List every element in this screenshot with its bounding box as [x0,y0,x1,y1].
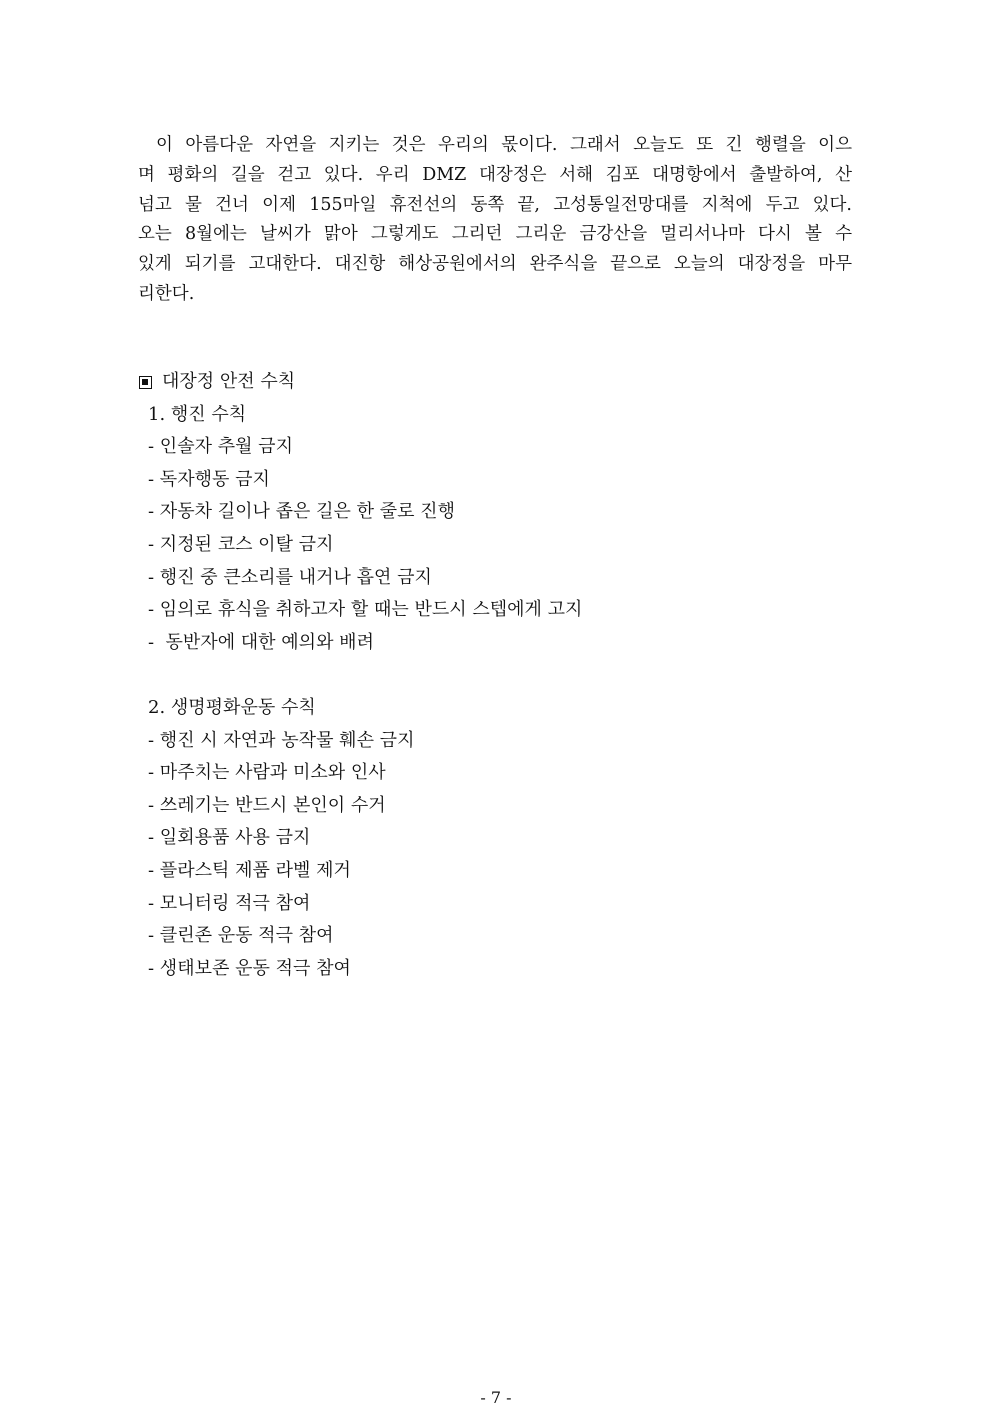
paragraph-line: 며 평화의 길을 걷고 있다. 우리 DMZ 대장정은 서해 김포 대명항에서 출발하여, 산 [138,164,852,185]
list-item: - 인솔자 추월 금지 [148,436,293,458]
list-item: - 마주치는 사람과 미소와 인사 [148,762,386,784]
life-peace-rules-heading: 2. 생명평화운동 수칙 [148,696,316,718]
march-rules-heading: 1. 행진 수칙 [148,403,247,425]
list-item: - 쓰레기는 반드시 본인이 수거 [148,794,386,816]
list-item: - 모니터링 적극 참여 [148,892,311,914]
list-item: - 행진 시 자연과 농작물 훼손 금지 [148,729,415,751]
body-paragraph [138,131,852,310]
list-item: - 생태보존 운동 적극 참여 [148,957,351,979]
spacer [138,659,852,692]
filled-square-bullet-icon [139,376,152,389]
list-item: - 지정된 코스 이탈 금지 [148,533,334,555]
paragraph-line: 넘고 물 건너 이제 155마일 휴전선의 동쪽 끝, 고성통일전망대를 지척에 두고 있다. [138,194,852,215]
list-item: - 클린존 운동 적극 참여 [148,925,334,947]
paragraph-line: 오는 8월에는 날씨가 맑아 그렇게도 그리던 그리운 금강산을 멀리서나마 다시 볼 수 [138,224,852,245]
list-item: - 행진 중 큰소리를 내거나 흡연 금지 [148,566,432,588]
list-item: - 독자행동 금지 [148,468,270,490]
paragraph-line: 이 아름다운 자연을 지키는 것은 우리의 몫이다. 그래서 오늘도 또 긴 행렬을 이으 [156,135,852,155]
paragraph-line: 리한다. [138,283,195,304]
section-heading [138,366,852,399]
section-title: 대장정 안전 수칙 [162,371,296,392]
list-item: - 플라스틱 제품 라벨 제거 [148,859,351,881]
paragraph-line: 있게 되기를 고대한다. 대진항 해상공원에서의 완주식을 끝으로 오늘의 대장정을 마무 [138,254,852,275]
list-item: - 임의로 휴식을 취하고자 할 때는 반드시 스텝에게 고지 [148,599,583,621]
list-item: - 동반자에 대한 예의와 배려 [148,631,374,653]
list-item: - 일회용품 사용 금지 [148,827,311,849]
page-number: - 7 - [480,1388,512,1407]
safety-rules-section [138,366,852,985]
list-item: - 자동차 길이나 좁은 길은 한 줄로 진행 [148,501,455,523]
